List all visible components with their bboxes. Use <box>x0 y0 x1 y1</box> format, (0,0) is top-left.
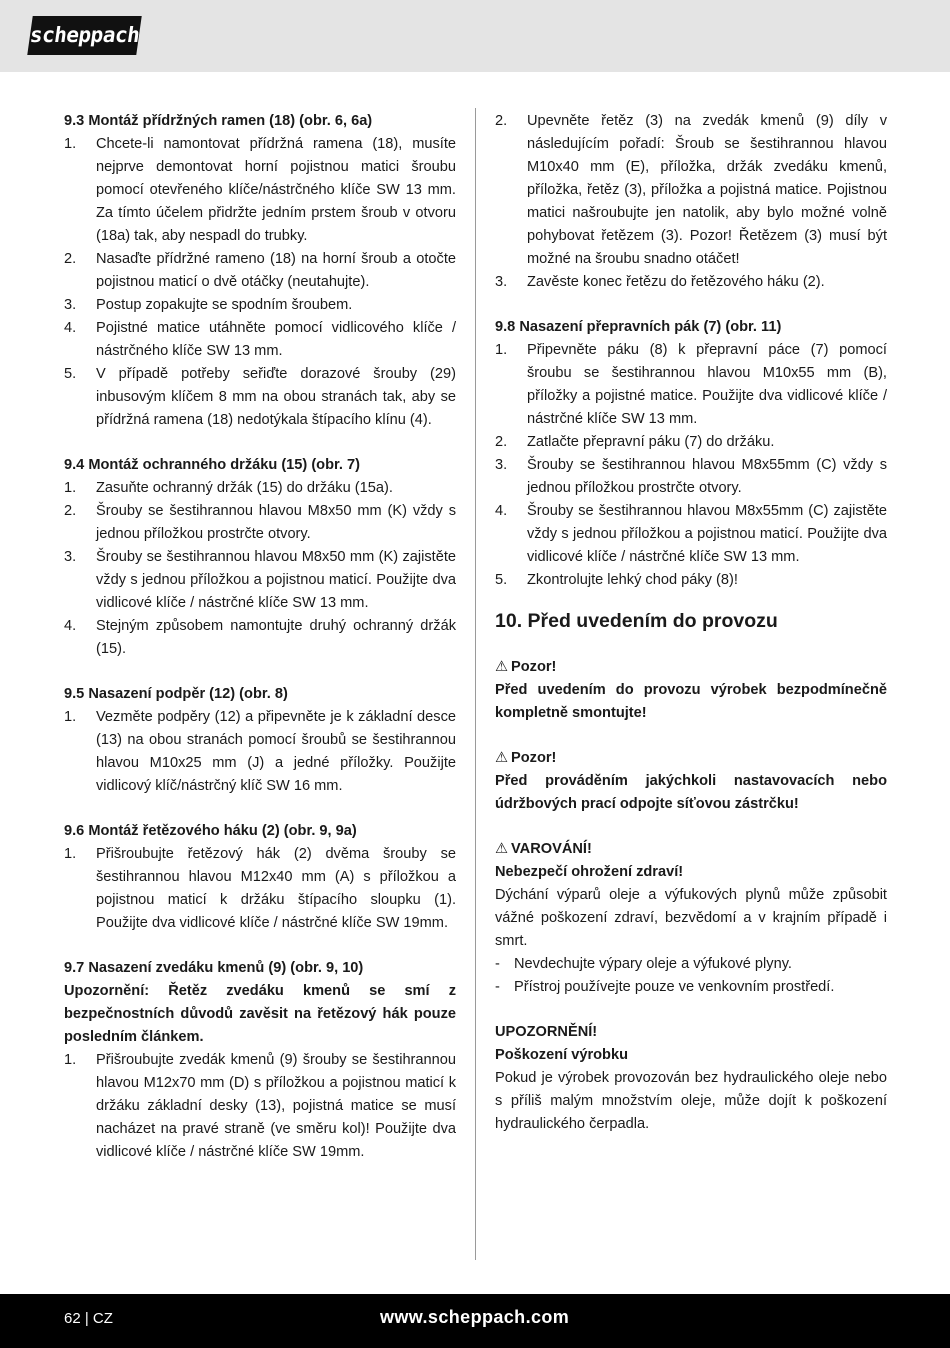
notice-subtitle: Poškození výrobku <box>495 1047 629 1063</box>
list-item-text: Chcete-li namontovat přídržná ramena (18), musíte nejprve demontovat horní pojistnou matici šroubu pomocí otevřeného klíče/nástrčného klíče SW 13 mm. Za tímto účelem přidržte jedním prstem šroub v otvoru (18a) tak, aby nespadl do trubky. <box>96 136 456 244</box>
list-item-number: 4. <box>64 618 77 634</box>
section-heading-9-7: 9.7 Nasazení zvedáku kmenů (9) (obr. 9, 10) <box>64 960 364 976</box>
website-url: www.scheppach.com <box>380 1307 570 1327</box>
list-item <box>495 110 887 271</box>
notice-title: UPOZORNĚNÍ! <box>495 1024 598 1040</box>
list-item-number: 1. <box>64 846 77 862</box>
list-item-number: - <box>495 979 500 995</box>
page-number: 62 | CZ <box>64 1310 113 1327</box>
list-item-text: Zkontrolujte lehký chod páky (8)! <box>527 572 738 588</box>
list-item-text: Připevněte páku (8) k přepravní páce (7) pomocí šroubu se šestihrannou hlavou M10x55 mm (B), příložky a pojistné matice. Použijte dva vidlicové klíče / nástrčné klíče SW 13 mm. <box>527 342 887 427</box>
notice-text: Pokud je výrobek provozován bez hydraulického oleje nebo s příliš malým množstvím oleje, může dojít k poškození hydraulického čerpadla. <box>495 1070 887 1132</box>
list-item-text: Šrouby se šestihrannou hlavou M8x55mm (C) zajistěte vždy s jednou příložkou a pojistnou maticí. Použijte dva vidlicové klíče / nástrčné klíče SW 13 mm. <box>527 503 887 565</box>
list-item-number: 3. <box>64 549 77 565</box>
list-item-number: - <box>495 956 500 972</box>
list-item-number: 3. <box>495 274 508 290</box>
list-item <box>64 843 456 935</box>
section-9-7-note: Upozornění: Řetěz zvedáku kmenů se smí z bezpečnostních důvodů zavěsit na řetězový hák pouze posledním článkem. <box>64 983 456 1045</box>
list-item <box>495 431 887 454</box>
right-column <box>495 110 887 1136</box>
warning-3-list <box>495 953 887 999</box>
section-heading-9-6: 9.6 Montáž řetězového háku (2) (obr. 9, 9a) <box>64 823 357 839</box>
list-item <box>495 976 887 999</box>
list-item-number: 1. <box>64 480 77 496</box>
list-item <box>495 500 887 569</box>
list-9-8 <box>495 339 887 592</box>
list-item-text: Šrouby se šestihrannou hlavou M8x55mm (C) vždy s jednou příložkou prostrčte otvory. <box>527 457 887 496</box>
list-item-text: V případě potřeby seřiďte dorazové šrouby (29) inbusovým klíčem 8 mm na obou stranách tak, aby se přídržná ramena (18) nedotýkala štípacího klínu (4). <box>96 366 456 428</box>
list-item-text: Postup zopakujte se spodním šroubem. <box>96 297 353 313</box>
list-item-text: Pojistné matice utáhněte pomocí vidlicového klíče / nástrčného klíče SW 13 mm. <box>96 320 456 359</box>
list-item <box>64 248 456 294</box>
list-item-text: Upevněte řetěz (3) na zvedák kmenů (9) díly v následujícím pořadí: Šroub se šestihrannou hlavou M10x40 mm (E), příložka, držák zvedáku kmenů, příložka, řetěz (3), příložka a pojistná matice. Pojistnou matici našroubujte jen natolik, aby bylo možné volně pohybovat řetězem (3). Pozor! Řetězem (3) musí být možné na šroubu snadno otáčet! <box>527 113 887 267</box>
list-item-number: 4. <box>64 320 77 336</box>
list-item-number: 4. <box>495 503 508 519</box>
section-heading-9-8: 9.8 Nasazení přepravních pák (7) (obr. 11) <box>495 319 782 335</box>
list-item-text: Vezměte podpěry (12) a připevněte je k základní desce (13) na obou stranách pomocí šroubů se šestihrannou hlavou M10x25 mm (J) a jedné příložky. Použijte vidlicový klíč/nástrčný klíč SW 16 mm. <box>96 709 456 794</box>
warning-2-title: ⚠ Pozor! <box>495 747 887 770</box>
list-9-4 <box>64 477 456 661</box>
list-item-number: 1. <box>64 709 77 725</box>
list-9-7 <box>64 1049 456 1164</box>
warning-3-title: ⚠ VAROVÁNÍ! <box>495 838 887 861</box>
list-item <box>495 569 887 592</box>
list-item-text: Přišroubujte zvedák kmenů (9) šrouby se šestihrannou hlavou M12x70 mm (D) s příložkou a pojistnou maticí k držáku základní desky (13), pojistná matice se musí nacházet na pravé straně (ve směru kol)! Použijte dva vidlicové klíče / nástrčné klíče SW 19mm. <box>96 1052 456 1160</box>
list-item <box>495 454 887 500</box>
list-item-number: 1. <box>64 136 77 152</box>
list-item-text: Stejným způsobem namontujte druhý ochranný držák (15). <box>96 618 456 657</box>
warning-triangle-icon: ⚠ <box>495 659 509 675</box>
section-heading-9-3: 9.3 Montáž přídržných ramen (18) (obr. 6, 6a) <box>64 113 373 129</box>
left-column <box>64 110 456 1164</box>
list-item <box>64 317 456 363</box>
column-divider <box>475 108 476 1260</box>
list-item-number: 2. <box>64 251 77 267</box>
warning-triangle-icon: ⚠ <box>495 841 509 857</box>
list-item-text: Šrouby se šestihrannou hlavou M8x50 mm (K) zajistěte vždy s jednou příložkou a pojistnou maticí. Použijte dva vidlicové klíče / nástrčné klíče SW 13 mm. <box>96 549 456 611</box>
list-item <box>64 615 456 661</box>
list-item-number: 2. <box>495 113 508 129</box>
list-item <box>495 339 887 431</box>
list-item-text: Zatlačte přepravní páku (7) do držáku. <box>527 434 775 450</box>
section-heading-9-4: 9.4 Montáž ochranného držáku (15) (obr. 7) <box>64 457 360 473</box>
list-item <box>64 706 456 798</box>
list-item <box>64 500 456 546</box>
list-item-number: 2. <box>495 434 508 450</box>
list-9-3 <box>64 133 456 432</box>
list-item <box>64 477 456 500</box>
list-item <box>64 294 456 317</box>
warning-2-text: Před prováděním jakýchkoli nastavovacích nebo údržbových prací odpojte síťovou zástrčku! <box>495 773 887 812</box>
list-item-number: 3. <box>495 457 508 473</box>
list-item-text: Zavěste konec řetězu do řetězového háku (2). <box>527 274 825 290</box>
section-heading-9-5: 9.5 Nasazení podpěr (12) (obr. 8) <box>64 686 288 702</box>
list-item <box>495 953 887 976</box>
list-item <box>64 133 456 248</box>
list-item-text: Přístroj používejte pouze ve venkovním prostředí. <box>514 979 835 995</box>
list-9-5 <box>64 706 456 798</box>
page-header <box>0 0 950 72</box>
list-item-text: Přišroubujte řetězový hák (2) dvěma šrouby se šestihrannou hlavou M12x40 mm (A) s příložkou a pojistnou maticí k držáku štípacího sloupku (1). Použijte dva vidlicové klíče / nástrčné klíče SW 19mm. <box>96 846 456 931</box>
list-item-text: Šrouby se šestihrannou hlavou M8x50 mm (K) vždy s jednou příložkou prostrčte otvory. <box>96 503 456 542</box>
list-item-number: 3. <box>64 297 77 313</box>
list-item-number: 5. <box>64 366 77 382</box>
warning-triangle-icon: ⚠ <box>495 750 509 766</box>
list-item <box>64 363 456 432</box>
list-item-number: 1. <box>495 342 508 358</box>
list-item-text: Nasaďte přídržné rameno (18) na horní šroub a otočte pojistnou maticí o dvě otáčky (neutahujte). <box>96 251 456 290</box>
list-item <box>495 271 887 294</box>
section-heading-10: 10. Před uvedením do provozu <box>495 610 778 632</box>
list-item-text: Nevdechujte výpary oleje a výfukové plyny. <box>514 956 792 972</box>
warning-1-text: Před uvedením do provozu výrobek bezpodmínečně kompletně smontujte! <box>495 682 887 721</box>
warning-1-title: ⚠ Pozor! <box>495 656 887 679</box>
list-item-text: Zasuňte ochranný držák (15) do držáku (15a). <box>96 480 393 496</box>
page-footer <box>0 1294 950 1348</box>
list-item <box>64 546 456 615</box>
list-9-7-continued <box>495 110 887 294</box>
list-9-6 <box>64 843 456 935</box>
list-item-number: 2. <box>64 503 77 519</box>
warning-3-text: Dýchání výparů oleje a výfukových plynů může způsobit vážné poškození zdraví, bezvědomí a v krajním případě i smrt. <box>495 887 887 949</box>
scheppach-logo: scheppach <box>27 16 141 55</box>
list-item-number: 5. <box>495 572 508 588</box>
list-item-number: 1. <box>64 1052 77 1068</box>
list-item <box>64 1049 456 1164</box>
warning-3-subtitle: Nebezpečí ohrožení zdraví! <box>495 864 684 880</box>
